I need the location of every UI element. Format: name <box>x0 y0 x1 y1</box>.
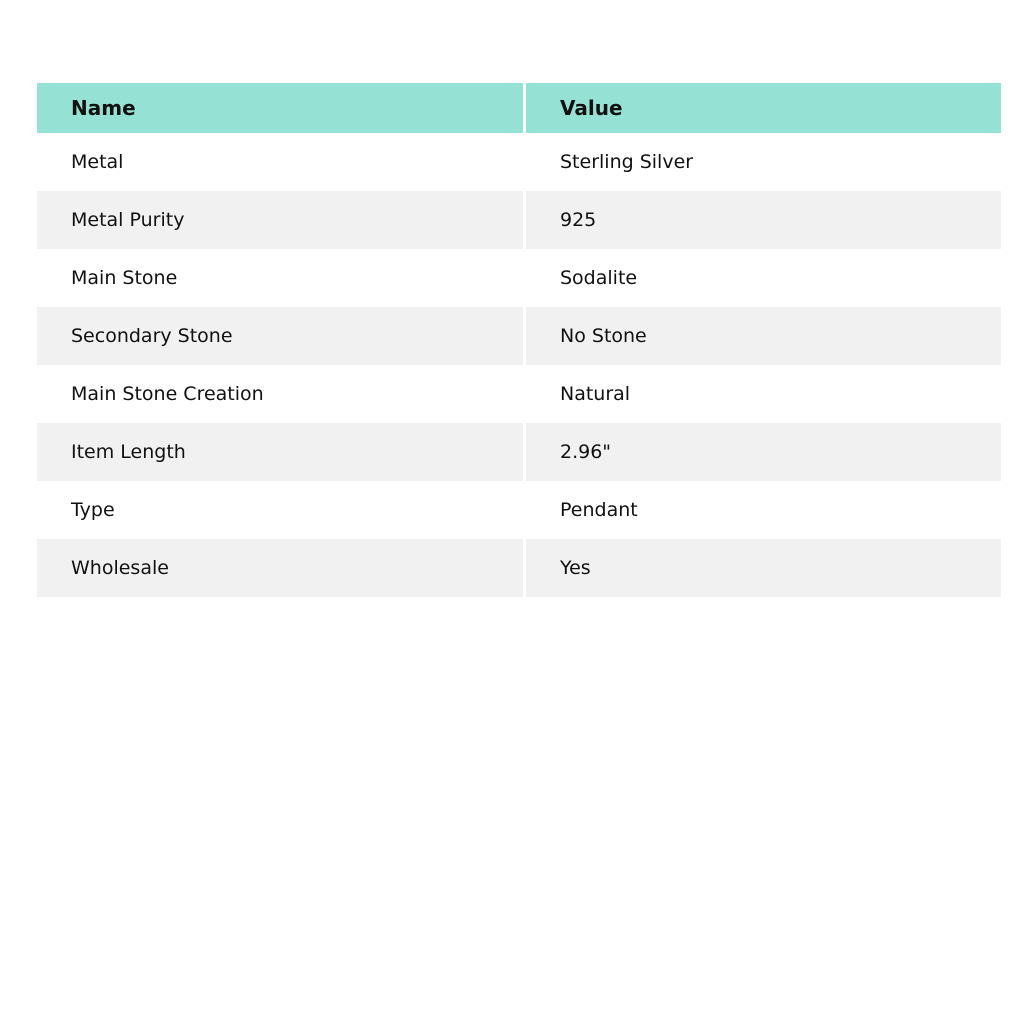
row-name-cell: Type <box>37 481 523 539</box>
table-header-row <box>37 83 1001 133</box>
row-value-cell: 925 <box>526 191 1001 249</box>
row-name-cell: Metal <box>37 133 523 191</box>
row-name-cell: Main Stone Creation <box>37 365 523 423</box>
column-header-name: Name <box>37 83 523 133</box>
row-value-cell: Sodalite <box>526 249 1001 307</box>
row-value-cell: Sterling Silver <box>526 133 1001 191</box>
table-row <box>37 365 1001 423</box>
table-row <box>37 133 1001 191</box>
table-row <box>37 423 1001 481</box>
row-name-cell: Main Stone <box>37 249 523 307</box>
row-value-cell: Pendant <box>526 481 1001 539</box>
table-row <box>37 191 1001 249</box>
table-row <box>37 307 1001 365</box>
row-name-cell: Metal Purity <box>37 191 523 249</box>
table-row <box>37 481 1001 539</box>
column-header-value: Value <box>526 83 1001 133</box>
row-name-cell: Secondary Stone <box>37 307 523 365</box>
row-value-cell: No Stone <box>526 307 1001 365</box>
table-row <box>37 539 1001 597</box>
row-value-cell: Natural <box>526 365 1001 423</box>
product-spec-table <box>37 83 1001 597</box>
row-value-cell: Yes <box>526 539 1001 597</box>
row-name-cell: Wholesale <box>37 539 523 597</box>
table-row <box>37 249 1001 307</box>
row-name-cell: Item Length <box>37 423 523 481</box>
row-value-cell: 2.96" <box>526 423 1001 481</box>
